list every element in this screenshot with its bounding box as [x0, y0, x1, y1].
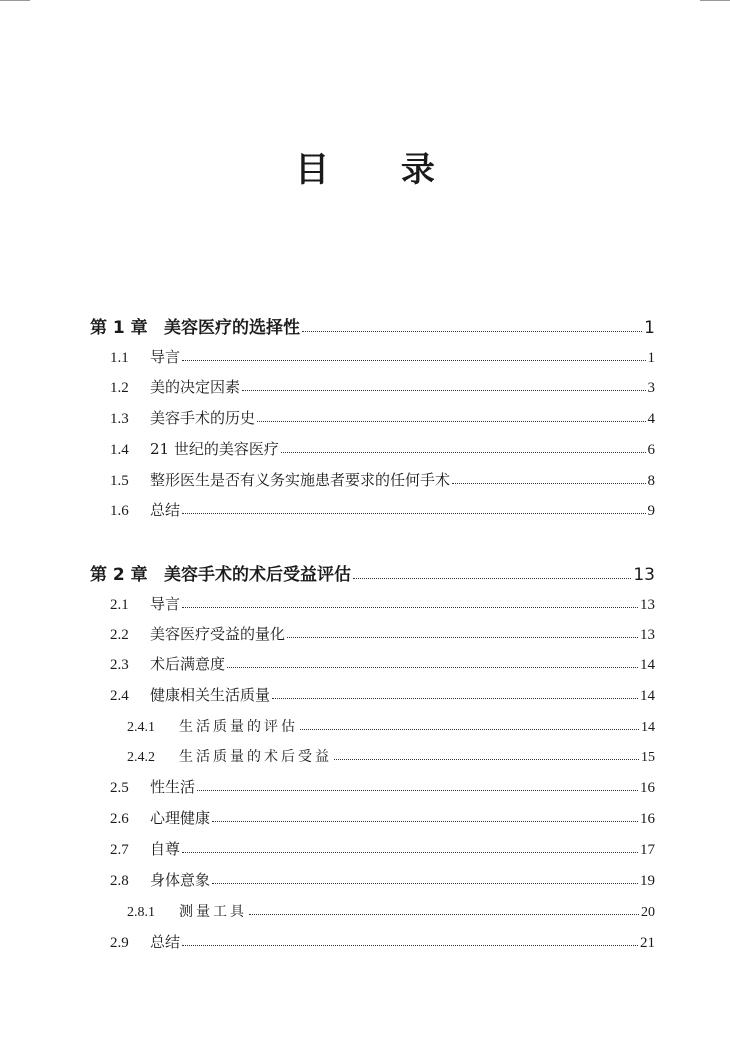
- toc-entry-page: 1: [644, 318, 655, 338]
- toc-section-entry[interactable]: [110, 773, 655, 797]
- toc-entry-title: 导言: [150, 348, 181, 366]
- toc-entry-page: 13: [640, 627, 655, 643]
- toc-dot-leader: [452, 483, 645, 484]
- toc-entry-title: 美容手术的历史: [150, 409, 256, 427]
- toc-dot-leader: [281, 452, 646, 453]
- toc-entry-number: 第 1 章: [90, 318, 148, 338]
- toc-chapter-entry[interactable]: [90, 561, 655, 585]
- toc-entry-title: 术后满意度: [150, 655, 226, 673]
- toc-dot-leader: [334, 759, 639, 760]
- toc-entry-number: 2.2: [110, 627, 129, 643]
- toc-entry-title: 生活质量的评估: [179, 719, 298, 735]
- toc-entry-page: 4: [647, 411, 655, 427]
- toc-entry-number: 2.6: [110, 811, 129, 827]
- page-title: 目 录: [295, 150, 465, 190]
- toc-entry-number: 1.1: [110, 350, 129, 366]
- toc-section-entry[interactable]: [110, 590, 655, 614]
- toc-entry-page: 14: [641, 720, 655, 735]
- toc-entry-title: 美容医疗受益的量化: [150, 625, 286, 643]
- toc-entry-page: 13: [633, 565, 655, 585]
- toc-entry-title: 身体意象: [150, 871, 211, 889]
- toc-entry-number: 2.4.1: [127, 720, 155, 735]
- toc-entry-page: 3: [647, 380, 655, 396]
- toc-entry-page: 17: [640, 842, 655, 858]
- toc-entry-number: 2.9: [110, 935, 129, 951]
- toc-entry-title: 生活质量的术后受益: [179, 749, 332, 765]
- toc-section-entry[interactable]: [110, 650, 655, 674]
- toc-entry-number: 2.1: [110, 597, 129, 613]
- toc-entry-number: 2.4.2: [127, 750, 155, 765]
- toc-entry-page: 8: [647, 473, 655, 489]
- toc-entry-title: 导言: [150, 595, 181, 613]
- toc-dot-leader: [182, 607, 638, 608]
- toc-entry-number: 2.7: [110, 842, 129, 858]
- toc-entry-number: 第 2 章: [90, 565, 148, 585]
- toc-entry-page: 9: [647, 503, 655, 519]
- toc-section-entry[interactable]: [110, 496, 655, 520]
- toc-chapter-entry[interactable]: [90, 314, 655, 338]
- toc-entry-page: 21: [640, 935, 655, 951]
- toc-dot-leader: [182, 852, 638, 853]
- toc-entry-page: 19: [640, 873, 655, 889]
- toc-section-entry[interactable]: [110, 804, 655, 828]
- toc-dot-leader: [249, 914, 639, 915]
- toc-entry-number: 1.6: [110, 503, 129, 519]
- toc-dot-leader: [257, 421, 645, 422]
- toc-entry-title: 总结: [150, 933, 181, 951]
- toc-entry-number: 1.2: [110, 380, 129, 396]
- toc-entry-page: 16: [640, 811, 655, 827]
- toc-entry-number: 2.5: [110, 780, 129, 796]
- toc-dot-leader: [353, 578, 631, 579]
- toc-dot-leader: [212, 821, 638, 822]
- toc-entry-title: 自尊: [150, 840, 181, 858]
- toc-entry-page: 20: [641, 905, 655, 920]
- crop-mark-left: [0, 0, 30, 1]
- toc-entry-title: 美容手术的术后受益评估: [164, 565, 351, 585]
- toc-section-entry[interactable]: [110, 835, 655, 859]
- toc-entry-number: 1.3: [110, 411, 129, 427]
- toc-entry-number: 1.4: [110, 442, 129, 458]
- toc-entry-title: 美容医疗的选择性: [164, 318, 300, 338]
- toc-entry-number: 2.8.1: [127, 905, 155, 920]
- toc-section-entry[interactable]: [110, 373, 655, 397]
- toc-dot-leader: [272, 698, 638, 699]
- toc-section-entry[interactable]: [110, 928, 655, 952]
- toc-entry-title: 性生活: [150, 778, 196, 796]
- toc-dot-leader: [300, 729, 639, 730]
- toc-section-entry[interactable]: [110, 466, 655, 490]
- toc-entry-page: 6: [647, 442, 655, 458]
- crop-mark-right: [700, 0, 730, 1]
- toc-dot-leader: [242, 390, 645, 391]
- toc-entry-number: 2.8: [110, 873, 129, 889]
- toc-entry-title: 心理健康: [150, 809, 211, 827]
- toc-section-entry[interactable]: [110, 620, 655, 644]
- toc-entry-title: 整形医生是否有义务实施患者要求的任何手术: [150, 471, 451, 489]
- toc-section-entry[interactable]: [110, 681, 655, 705]
- toc-entry-page: 1: [647, 350, 655, 366]
- toc-section-entry[interactable]: [110, 435, 655, 459]
- toc-entry-title: 总结: [150, 501, 181, 519]
- toc-entry-number: 2.3: [110, 657, 129, 673]
- toc-dot-leader: [182, 360, 645, 361]
- toc-dot-leader: [182, 945, 638, 946]
- toc-entry-number: 1.5: [110, 473, 129, 489]
- toc-dot-leader: [182, 513, 645, 514]
- toc-entry-title: 健康相关生活质量: [150, 686, 271, 704]
- toc-dot-leader: [212, 883, 638, 884]
- toc-entry-page: 14: [640, 657, 655, 673]
- toc-subsection-entry[interactable]: [127, 712, 655, 736]
- toc-entry-page: 13: [640, 597, 655, 613]
- toc-entry-page: 16: [640, 780, 655, 796]
- toc-dot-leader: [302, 331, 642, 332]
- toc-entry-title: 美的决定因素: [150, 378, 241, 396]
- toc-entry-page: 14: [640, 688, 655, 704]
- toc-entry-number: 2.4: [110, 688, 129, 704]
- toc-entry-title: 测量工具: [179, 904, 247, 920]
- toc-entry-title: 21 世纪的美容医疗: [150, 440, 279, 458]
- toc-section-entry[interactable]: [110, 343, 655, 367]
- toc-section-entry[interactable]: [110, 404, 655, 428]
- toc-subsection-entry[interactable]: [127, 897, 655, 921]
- toc-section-entry[interactable]: [110, 866, 655, 890]
- toc-dot-leader: [197, 790, 638, 791]
- toc-entry-page: 15: [641, 750, 655, 765]
- toc-dot-leader: [287, 637, 638, 638]
- toc-subsection-entry[interactable]: [127, 742, 655, 766]
- toc-dot-leader: [227, 667, 638, 668]
